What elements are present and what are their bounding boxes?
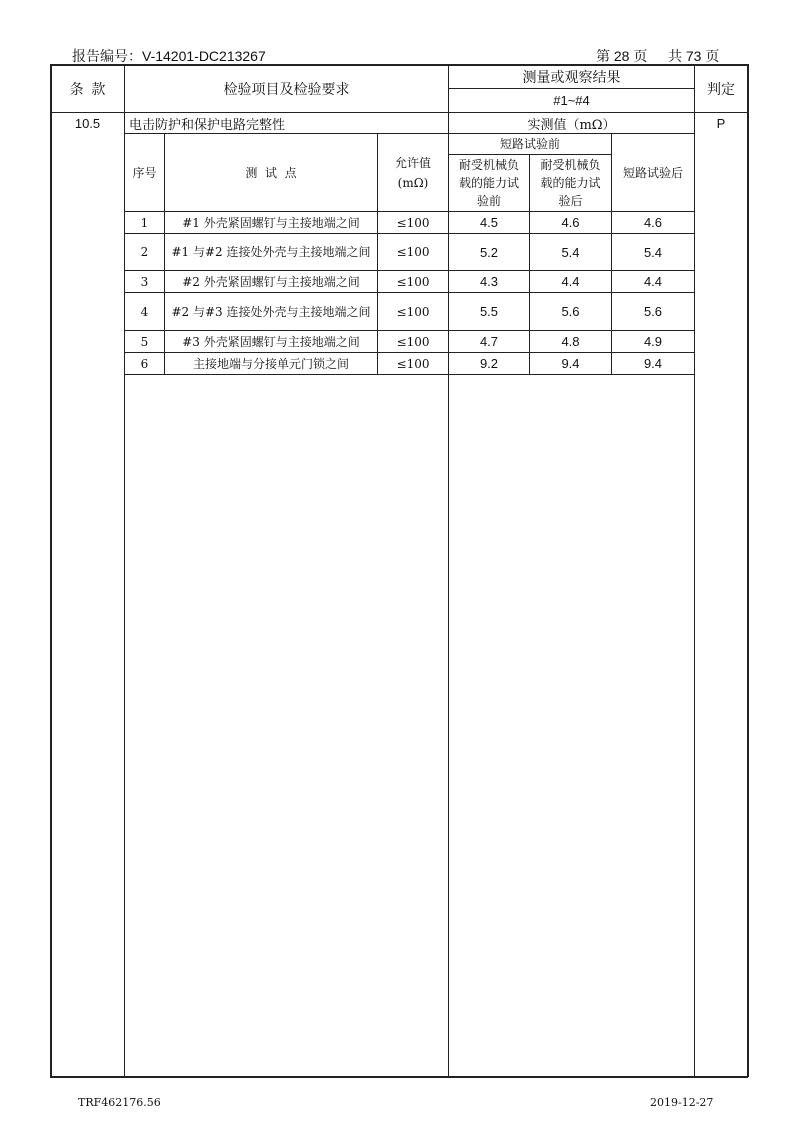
section-verdict: P — [716, 115, 726, 131]
measured-label: 实测值（mΩ） — [527, 117, 616, 133]
row-value-after-mech: 4.4 — [561, 274, 580, 289]
row-value-after-short: 4.4 — [643, 274, 663, 289]
samples-header: #1~#4 — [553, 93, 590, 108]
row-value-before-mech: 4.5 — [479, 215, 499, 230]
seq-header: 序号 — [132, 165, 157, 180]
report-number: 报告编号：V-14201-DC213267 — [72, 48, 266, 64]
clause-header: 条 款 — [69, 80, 106, 97]
row-value-before-mech: 4.7 — [479, 334, 499, 349]
row-value-before-mech: 9.2 — [479, 356, 499, 371]
row-test-point: #1 外壳紧固螺钉与主接地端之间 — [182, 215, 360, 230]
footer-date: 2019-12-27 — [650, 1096, 714, 1109]
row-allowed: ≤100 — [396, 334, 430, 349]
row-seq: 5 — [140, 334, 149, 349]
row-value-before-mech: 5.5 — [479, 304, 499, 319]
row-value-after-mech: 4.8 — [561, 334, 580, 349]
before-mechanical-load-header: 耐受机械负 载的能力试 验前 — [458, 158, 519, 208]
row-seq: 2 — [140, 245, 149, 259]
allowed-value-header: 允许值 (mΩ) — [394, 155, 431, 190]
row-value-after-mech: 5.6 — [561, 304, 580, 319]
row-seq: 6 — [140, 356, 149, 371]
row-allowed: ≤100 — [396, 215, 430, 230]
after-mechanical-load-header: 耐受机械负 载的能力试 验后 — [540, 158, 601, 208]
row-test-point: 主接地端与分接单元门锁之间 — [192, 356, 349, 371]
result-header: 测量或观察结果 — [522, 68, 621, 85]
row-value-before-mech: 5.2 — [479, 244, 499, 260]
page-total: 共 73 页 — [668, 48, 720, 64]
row-allowed: ≤100 — [396, 304, 430, 319]
row-value-after-mech: 5.4 — [561, 244, 580, 260]
row-seq: 3 — [140, 274, 149, 289]
section-title: 电击防护和保护电路完整性 — [129, 117, 286, 133]
row-seq: 1 — [140, 215, 149, 230]
row-test-point: #1 与#2 连接处外壳与主接地端之间 — [171, 245, 371, 259]
row-seq: 4 — [140, 304, 149, 319]
row-value-before-mech: 4.3 — [479, 274, 499, 289]
row-value-after-short: 4.9 — [643, 334, 663, 349]
verdict-header: 判定 — [707, 80, 735, 97]
page-number: 第 28 页 — [596, 48, 648, 64]
row-value-after-short: 9.4 — [643, 356, 663, 371]
item-header: 检验项目及检验要求 — [223, 80, 350, 97]
row-test-point: #2 外壳紧固螺钉与主接地端之间 — [182, 274, 360, 289]
form-number: TRF462176.56 — [78, 1096, 161, 1109]
row-allowed: ≤100 — [396, 274, 430, 289]
row-test-point: #3 外壳紧固螺钉与主接地端之间 — [182, 334, 360, 349]
section-clause: 10.5 — [74, 115, 101, 131]
row-allowed: ≤100 — [396, 245, 430, 259]
row-value-after-short: 4.6 — [643, 215, 663, 230]
after-short-circuit-header: 短路试验后 — [622, 165, 683, 180]
before-short-circuit-header: 短路试验前 — [499, 137, 560, 151]
row-value-after-short: 5.4 — [643, 244, 663, 260]
row-test-point: #2 与#3 连接处外壳与主接地端之间 — [171, 304, 371, 319]
row-value-after-short: 5.6 — [643, 304, 663, 319]
row-value-after-mech: 9.4 — [561, 356, 580, 371]
test-point-header: 测 试 点 — [245, 165, 297, 180]
row-allowed: ≤100 — [396, 356, 430, 371]
row-value-after-mech: 4.6 — [561, 215, 580, 230]
